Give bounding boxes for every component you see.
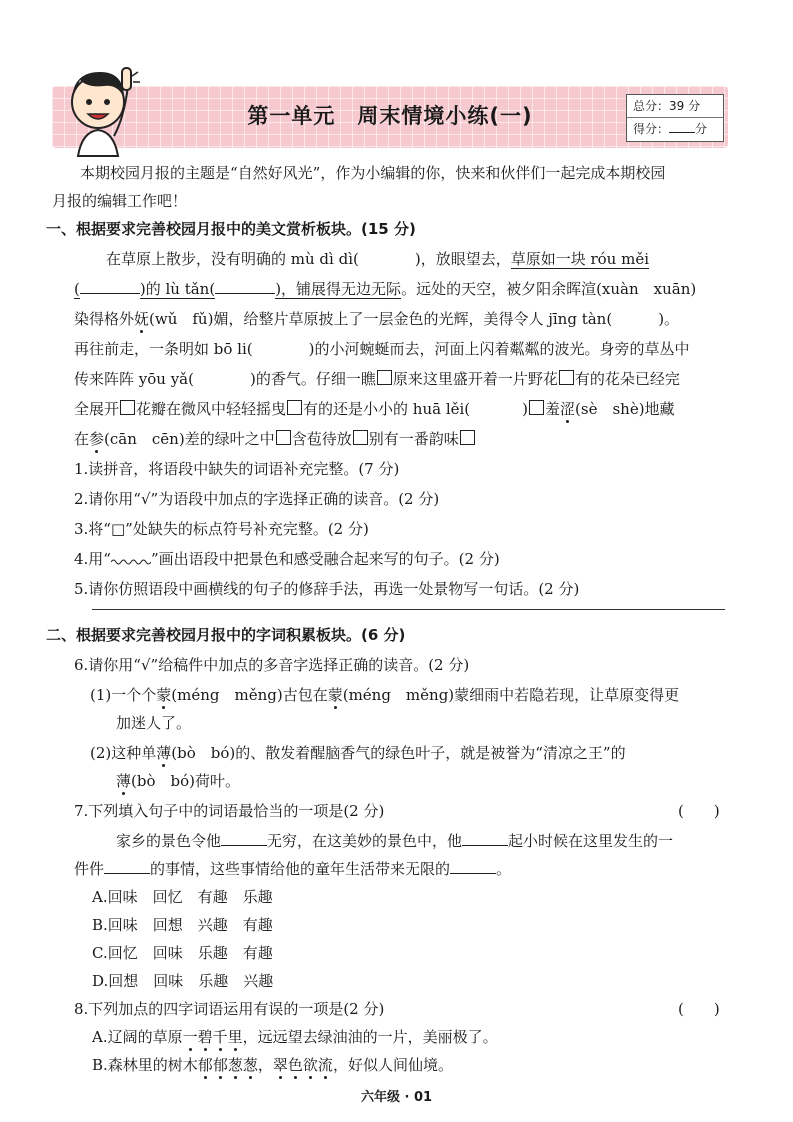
question-2: 2.请你用“√”为语段中加点的字选择正确的读音。(2 分) xyxy=(74,490,440,508)
question-6-item-2: (2)这种单薄(bò bó)的、散发着醒脑香气的绿色叶子，就是被誉为“清凉之王”的 xyxy=(90,744,626,762)
punctuation-box[interactable] xyxy=(353,430,368,445)
question-6-item-1: (1)一个个蒙(méng měng)古包在蒙(méng měng)蒙细雨中若隐若现，让草原变得更 xyxy=(90,686,680,704)
punctuation-box[interactable] xyxy=(377,370,392,385)
dotted-char: 薄 xyxy=(156,744,172,762)
question-4: 4.用“ ”画出语段中把景色和感受融合起来写的句子。(2 分) xyxy=(74,550,500,568)
question-7-sentence-2: 件件 的事情，这些事情给他的童年生活带来无限的 。 xyxy=(74,860,512,878)
passage-line-6: 全展开 花瓣在微风中轻轻摇曳 有的还是小小的 huā lěi( ) 羞涩(sè shè)地藏 xyxy=(74,400,675,418)
passage-line-4: 再往前走，一条明如 bō li( )的小河蜿蜒而去，河面上闪着粼粼的波光。身旁的草丛中 xyxy=(74,340,690,358)
punctuation-box[interactable] xyxy=(276,430,291,445)
dotted-char: 郁 xyxy=(212,1056,228,1074)
question-8: 8.下列加点的四字词语运用有误的一项是(2 分) xyxy=(74,1000,385,1018)
earned-score: 得分： 分 xyxy=(627,117,723,140)
question-3: 3.将“□”处缺失的标点符号补充完整。(2 分) xyxy=(74,520,369,538)
passage-line-5: 传来阵阵 yōu yǎ( )的香气。仔细一瞧 原来这里盛开着一片野花 有的花朵已经完 xyxy=(74,370,680,388)
question-1: 1.读拼音，将语段中缺失的词语补充完整。(7 分) xyxy=(74,460,400,478)
score-box xyxy=(626,94,724,142)
total-score: 总分：39 分 xyxy=(633,99,701,113)
question-6-item-1-cont: 加迷人了。 xyxy=(116,714,192,732)
dotted-char: 涩 xyxy=(560,400,576,418)
dotted-char: 妩 xyxy=(134,310,150,328)
dotted-char: 欲 xyxy=(302,1056,318,1074)
answer-line[interactable] xyxy=(92,609,725,610)
passage-line-3: 染得格外妩(wǔ fǔ)媚，给整片草原披上了一层金色的光辉，美得令人 jīng tàn( )。 xyxy=(74,310,680,328)
option-a[interactable]: A.辽阔的草原一碧千里，远远望去绿油油的一片，美丽极了。 xyxy=(92,1028,498,1046)
dotted-char: 一 xyxy=(182,1028,198,1046)
dotted-char: 蒙 xyxy=(156,686,172,704)
dotted-char: 碧 xyxy=(197,1028,213,1046)
fill-blank[interactable] xyxy=(104,859,150,874)
dotted-char: 里 xyxy=(227,1028,243,1046)
answer-blank[interactable] xyxy=(80,279,140,294)
dotted-char: 千 xyxy=(212,1028,228,1046)
dotted-char: 蒙 xyxy=(327,686,343,704)
dotted-char: 色 xyxy=(287,1056,303,1074)
fill-blank[interactable] xyxy=(450,859,496,874)
intro-line-2: 月报的编辑工作吧！ xyxy=(52,192,188,210)
section-1-title: 一、根据要求完善校园月报中的美文赏析板块。(15 分) xyxy=(46,220,416,238)
dotted-char: 翠 xyxy=(272,1056,288,1074)
page-footer: 六年级 · 01 xyxy=(360,1090,433,1105)
option-b[interactable]: B.回味 回想 兴趣 有趣 xyxy=(92,916,273,934)
dotted-char: 薄 xyxy=(116,772,132,790)
answer-parens[interactable]: ( ) xyxy=(678,1000,720,1018)
score-blank[interactable] xyxy=(669,118,695,133)
option-a[interactable]: A.回味 回忆 有趣 乐趣 xyxy=(92,888,273,906)
dotted-char: 流 xyxy=(317,1056,333,1074)
boy-mascot-icon xyxy=(58,58,144,158)
dotted-char: 参 xyxy=(89,430,105,448)
fill-blank[interactable] xyxy=(462,831,508,846)
question-7: 7.下列填入句子中的词语最恰当的一项是(2 分) xyxy=(74,802,385,820)
underlined-sentence: 草原如一块 róu měi xyxy=(510,250,649,268)
question-7-sentence-1: 家乡的景色令他 无穷，在这美妙的景色中，他 起小时候在这里发生的一 xyxy=(116,832,674,850)
dotted-char: 郁 xyxy=(197,1056,213,1074)
page-title: 第一单元 周末情境小练(一) xyxy=(247,104,533,128)
punctuation-box[interactable] xyxy=(287,400,302,415)
dotted-char: 葱 xyxy=(242,1056,258,1074)
option-c[interactable]: C.回忆 回味 乐趣 有趣 xyxy=(92,944,273,962)
question-6: 6.请你用“√”给稿件中加点的多音字选择正确的读音。(2 分) xyxy=(74,656,470,674)
section-2-title: 二、根据要求完善校园月报中的字词积累板块。(6 分) xyxy=(46,626,406,644)
punctuation-box[interactable] xyxy=(120,400,135,415)
option-d[interactable]: D.回想 回味 乐趣 兴趣 xyxy=(92,972,274,990)
dotted-char: 葱 xyxy=(227,1056,243,1074)
intro-line-1: 本期校园月报的主题是“自然好风光”，作为小编辑的你，快来和伙伴们一起完成本期校园 xyxy=(80,164,666,182)
wavy-line-icon xyxy=(111,558,151,566)
option-b[interactable]: B.森林里的树木郁郁葱葱，翠色欲流，好似人间仙境。 xyxy=(92,1056,453,1074)
answer-parens[interactable]: ( ) xyxy=(678,802,720,820)
passage-line-1: 在草原上散步，没有明确的 mù dì dì( )，放眼望去，草原如一块 róu měi xyxy=(106,250,649,268)
punctuation-box[interactable] xyxy=(460,430,475,445)
question-6-item-2-cont: 薄(bò bó)荷叶。 xyxy=(116,772,240,790)
punctuation-box[interactable] xyxy=(529,400,544,415)
passage-line-7: 在参(cān cēn)差的绿叶之中 含苞待放 别有一番韵味 xyxy=(74,428,476,450)
fill-blank[interactable] xyxy=(221,831,267,846)
answer-blank[interactable] xyxy=(215,279,275,294)
punctuation-box[interactable] xyxy=(559,370,574,385)
passage-line-2: ( )的 lù tǎn( )，铺展得无边无际。远处的天空，被夕阳余晖渲(xuàn xuān) xyxy=(74,280,697,298)
question-5: 5.请你仿照语段中画横线的句子的修辞手法，再选一处景物写一句话。(2 分) xyxy=(74,580,580,598)
